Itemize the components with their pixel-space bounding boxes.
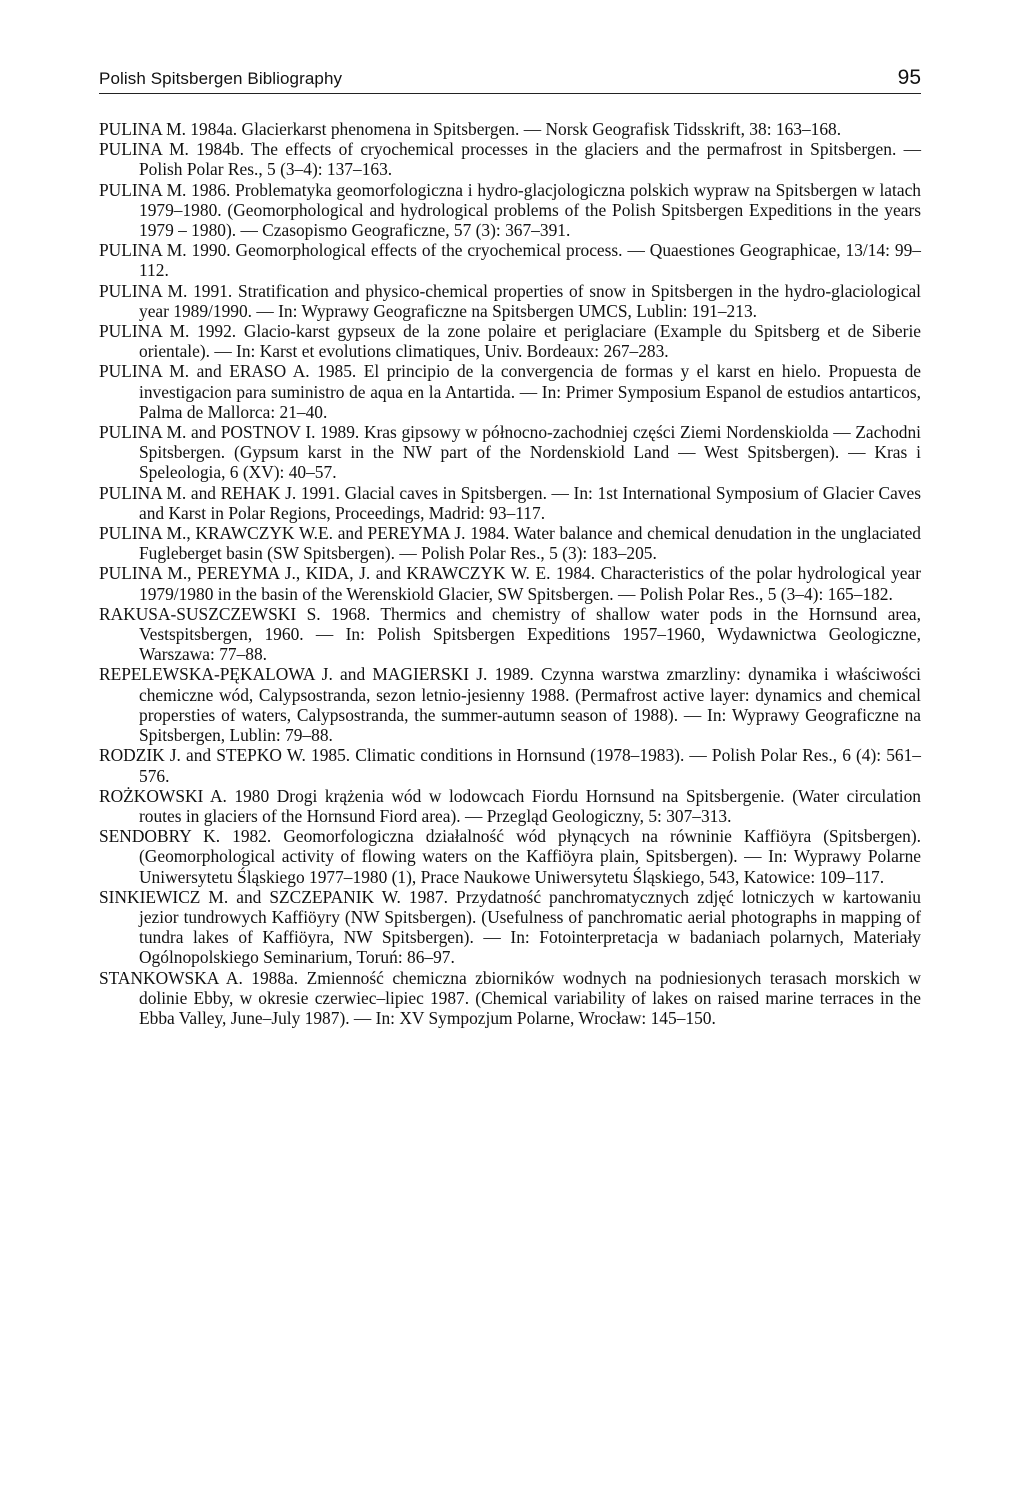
bibliography-entry: RAKUSA-SUSZCZEWSKI S. 1968. Thermics and chemistry of shallow water pods in the Hornsund area, Vestspitsbergen, 1960. — In: Polish Spitsbergen Expeditions 1957–1960, Wydawnictwa Geologiczne, Warszawa: 77–88.	[99, 603, 921, 665]
page-number: 95	[897, 66, 921, 89]
bibliography-entry: REPELEWSKA-PĘKALOWA J. and MAGIERSKI J. 1989. Czynna warstwa zmarzliny: dynamika i właściwości chemiczne wód, Calypsostranda, sezon letnio-jesienny 1988. (Permafrost active layer: dynamics and chemical propersties of waters, Calypsostranda, the summer-autumn season of 1988). — In: Wyprawy Geograficzne na Spitsbergen, Lublin: 79–88.	[99, 664, 921, 746]
bibliography-entry: RODZIK J. and STEPKO W. 1985. Climatic conditions in Hornsund (1978–1983). — Polish Polar Res., 6 (4): 561–576.	[99, 745, 921, 786]
page-header	[99, 60, 921, 94]
bibliography-entry: PULINA M. 1986. Problematyka geomorfologiczna i hydro-glacjologiczna polskich wypraw na Spitsbergen w latach 1979–1980. (Geomorphological and hydrological problems of the Polish Spitsbergen Expeditions in the years 1979 – 1980). — Czasopismo Geograficzne, 57 (3): 367–391.	[99, 179, 921, 241]
bibliography-entry: PULINA M. 1984b. The effects of cryochemical processes in the glaciers and the permafrost in Spitsbergen. — Polish Polar Res., 5 (3–4): 137–163.	[99, 139, 921, 180]
bibliography-list	[99, 119, 921, 1028]
bibliography-entry: ROŻKOWSKI A. 1980 Drogi krążenia wód w lodowcach Fiordu Hornsund na Spitsbergenie. (Water circulation routes in glaciers of the Hornsund Fiord area). — Przegląd Geologiczny, 5: 307–313.	[99, 785, 921, 826]
bibliography-entry: PULINA M. and POSTNOV I. 1989. Kras gipsowy w północno-zachodniej części Ziemi Nordenskiolda — Zachodni Spitsbergen. (Gypsum karst in the NW part of the Nordenskiold Land — West Spitsbergen). — Kras i Speleologia, 6 (XV): 40–57.	[99, 422, 921, 483]
bibliography-entry: PULINA M. 1991. Stratification and physico-chemical properties of snow in Spitsbergen in the hydro-glaciological year 1989/1990. — In: Wyprawy Geograficzne na Spitsbergen UMCS, Lublin: 191–213.	[99, 280, 921, 321]
bibliography-entry: SENDOBRY K. 1982. Geomorfologiczna działalność wód płynących na równinie Kaffiöyra (Spitsbergen). (Geomorphological activity of flowing waters on the Kaffiöyra plain, Spitsbergen). — In: Wyprawy Polarne Uniwersytetu Śląskiego 1977–1980 (1), Prace Naukowe Uniwersytetu Śląskiego, 543, Katowice: 109–117.	[99, 826, 921, 887]
bibliography-entry: PULINA M., KRAWCZYK W.E. and PEREYMA J. 1984. Water balance and chemical denudation in the unglaciated Fugleberget basin (SW Spitsbergen). — Polish Polar Res., 5 (3): 183–205.	[99, 523, 921, 564]
running-title: Polish Spitsbergen Bibliography	[99, 69, 343, 88]
bibliography-entry: PULINA M. 1984a. Glacierkarst phenomena in Spitsbergen. — Norsk Geografisk Tidsskrift, 38: 163–168.	[99, 119, 842, 139]
bibliography-entry: PULINA M. 1990. Geomorphological effects of the cryochemical process. — Quaestiones Geographicae, 13/14: 99–112.	[99, 240, 921, 281]
bibliography-entry: PULINA M. 1992. Glacio-karst gypseux de la zone polaire et periglaciare (Example du Spitsberg et de Siberie orientale). — In: Karst et evolutions climatiques, Univ. Bordeaux: 267–283.	[99, 321, 921, 362]
document-page	[99, 60, 921, 1028]
bibliography-entry: PULINA M., PEREYMA J., KIDA, J. and KRAWCZYK W. E. 1984. Characteristics of the polar hydrological year 1979/1980 in the basin of the Werenskiold Glacier, SW Spitsbergen. — Polish Polar Res., 5 (3–4): 165–182.	[99, 563, 921, 604]
bibliography-entry: PULINA M. and REHAK J. 1991. Glacial caves in Spitsbergen. — In: 1st International Symposium of Glacier Caves and Karst in Polar Regions, Proceedings, Madrid: 93–117.	[99, 482, 921, 523]
bibliography-entry: PULINA M. and ERASO A. 1985. El principio de la convergencia de formas y el karst en hielo. Propuesta de investigacion para suministro de aqua en la Antartida. — In: Primer Symposium Espanol de estudios antarticos, Palma de Mallorca: 21–40.	[99, 361, 921, 422]
bibliography-entry: STANKOWSKA A. 1988a. Zmienność chemiczna zbiorników wodnych na podniesionych terasach morskich w dolinie Ebby, w okresie czerwiec–lipiec 1987. (Chemical variability of lakes on raised marine terraces in the Ebba Valley, June–July 1987). — In: XV Sympozjum Polarne, Wrocław: 145–150.	[99, 967, 921, 1028]
bibliography-entry: SINKIEWICZ M. and SZCZEPANIK W. 1987. Przydatność panchromatycznych zdjęć lotniczych w kartowaniu jezior tundrowych Kaffiöyry (NW Spitsbergen). (Usefulness of panchromatic aerial photographs in mapping of tundra lakes of Kaffiöyra, NW Spitsbergen). — In: Fotointerpretacja w badaniach polarnych, Materiały Ogólnopolskiego Seminarium, Toruń: 86–97.	[99, 886, 921, 968]
